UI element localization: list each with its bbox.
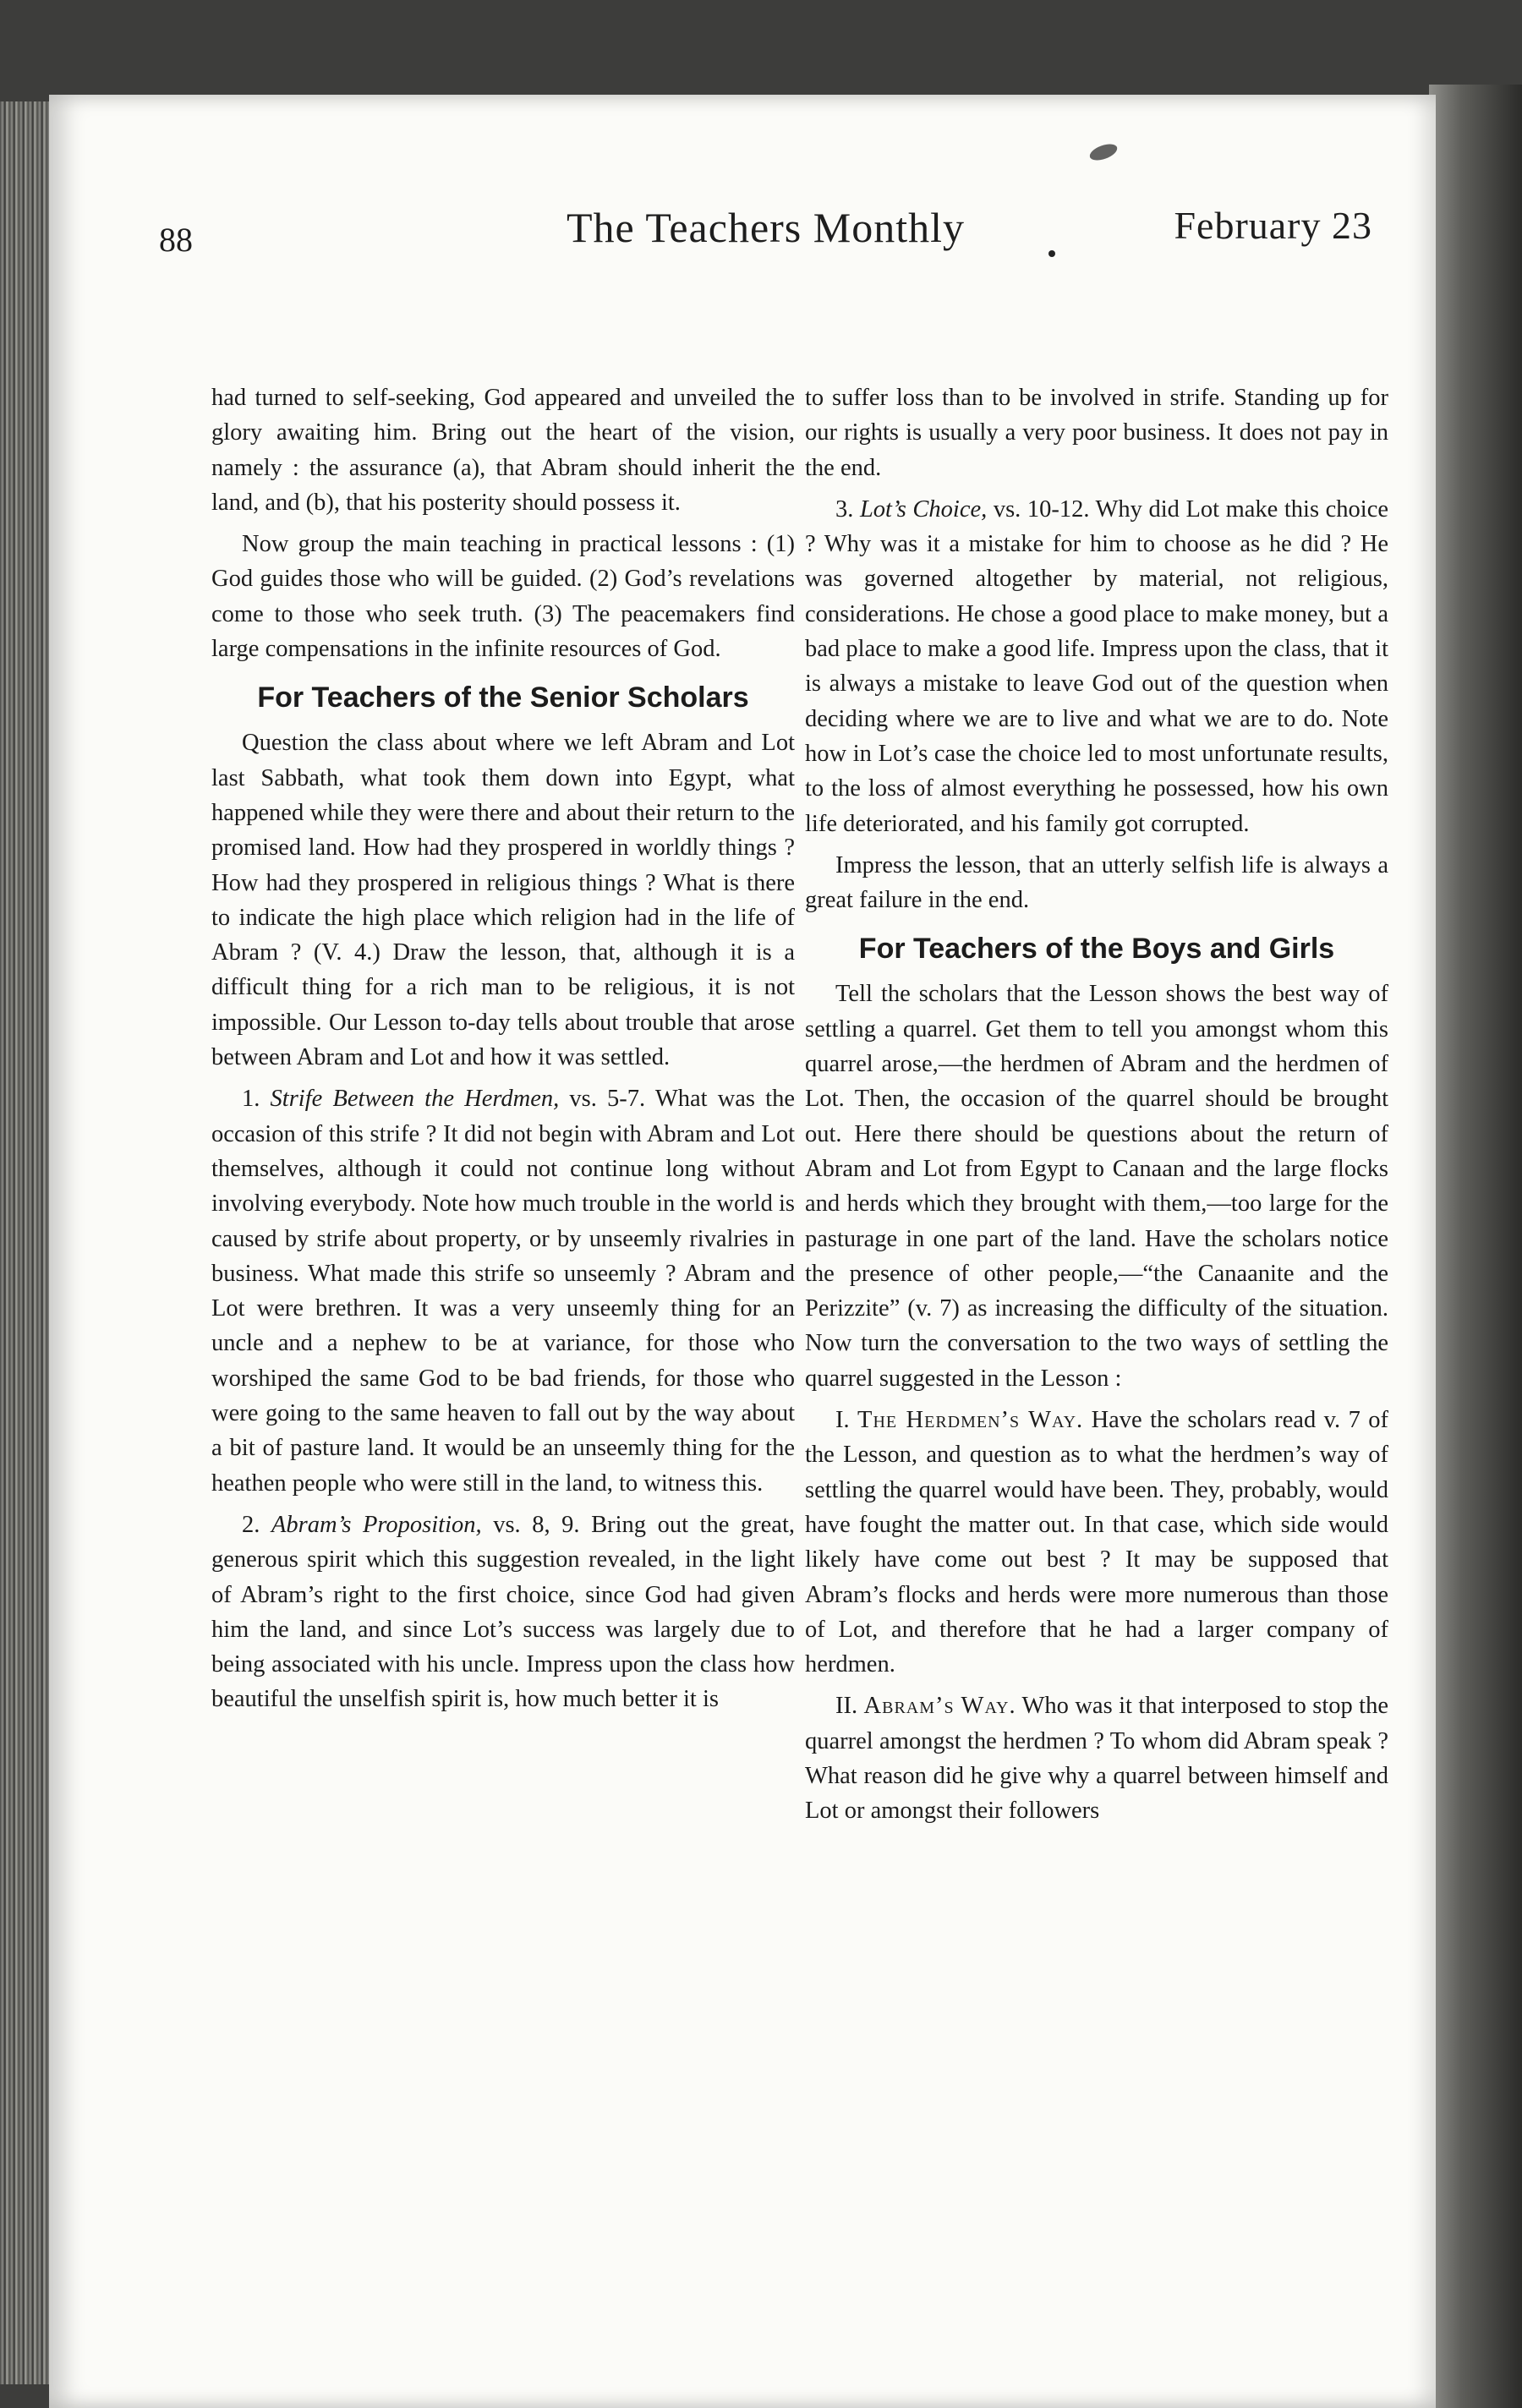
subsection-title: Lot’s Choice,: [859, 495, 988, 523]
paragraph-body: vs. 5-7. What was the occasion of this strife ? It did not begin with Abram and Lot themselves, although it could not continue long without involving everybody. Note how much trouble in the world is caused by strife about property, or by unseemly rivalries in business. What made this strife so unseemly ? Abram and Lot were brethren. It was a very unseemly thing for an uncle and a nephew to be at variance, for those who worshiped the same God to be bad friends, for those who were going to the same heaven to fall out by the way about a bit of pasture land. It would be an unseemly thing for the heathen people who were still in the land, to witness this.: [211, 1086, 795, 1497]
subsection-title: The Herdmen’s Way.: [857, 1407, 1084, 1434]
paragraph-number: 1.: [242, 1086, 271, 1113]
paragraph-number: 3.: [835, 495, 860, 523]
paragraph-strife: [211, 1081, 795, 1501]
section-heading-senior-scholars: For Teachers of the Senior Scholars: [257, 681, 749, 714]
subsection-title: Strife Between the Herdmen,: [270, 1086, 560, 1113]
paragraph: Impress the lesson, that an utterly selfish life is always a great failure in the end.: [805, 851, 1388, 914]
paragraph: had turned to self-seeking, God appeared and unveiled the glory awaiting him. Bring out the heart of the vision, namely : the assurance (a), that Abram should inherit the land, and (b), that his posterity should possess it.: [211, 385, 795, 516]
paragraph-number: I.: [835, 1407, 858, 1434]
paragraph: Tell the scholars that the Lesson shows the best way of settling a quarrel. Get them to tell you amongst whom this quarrel arose,—the herdmen of Abram and the herdmen of Lot. Then, the occasion of the quarrel should be brought out. Here there should be questions about the return of Abram and Lot from Egypt to Canaan and the large flocks and herds which they brought with them,—too large for the pasturage in one part of the land. Have the scholars notice the presence of other people,—“the Canaanite and the Perizzite” (v. 7) as increasing the difficulty of the situation. Now turn the conversation to the two ways of settling the quarrel suggested in the Lesson :: [805, 981, 1388, 1392]
section-heading-boys-and-girls: For Teachers of the Boys and Girls: [858, 933, 1335, 966]
paragraph-body: Have the scholars read v. 7 of the Lesson, and question as to what the herdmen’s way of settling the quarrel would have been. They, probably, would have fought the matter out. In that case, which side would likely have come out best ? It may be supposed that Abram’s flocks and herds were more numerous than those of Lot, and therefore that he had a larger company of herdmen.: [805, 1407, 1388, 1678]
facing-page-edge: [1429, 85, 1522, 2408]
paragraph: Question the class about where we left Abram and Lot last Sabbath, what took them down into Egypt, what happened while they were there and about their return to the promised land. How had they prospered in worldly things ? How had they prospered in religious things ? What is there to indicate the high place which religion had in the life of Abram ? (V. 4.) Draw the lesson, that, although it is a difficult thing for a rich man to be religious, it is not impossible. Our Lesson to-day tells about trouble that arose between Abram and Lot and how it was settled.: [211, 730, 795, 1071]
right-column: [805, 380, 1388, 2224]
paragraph-number: II.: [835, 1693, 864, 1720]
paragraph: to suffer loss than to be involved in strife. Standing up for our rights is usually a very poor business. It does not pay in the end.: [805, 385, 1388, 481]
book-binding-edge: [0, 101, 52, 2384]
ink-blot: [1087, 141, 1119, 164]
paragraph-abrams-way: [805, 1688, 1388, 1828]
paragraph: Now group the main teaching in practical lessons : (1) God guides those who will be guided. (2) God’s revelations come to those who seek truth. (3) The peacemakers find large compensations in the infinite resources of God.: [211, 531, 795, 663]
page-number: 88: [159, 221, 193, 259]
subsection-title: Abram’s Way.: [863, 1693, 1016, 1720]
subsection-title: Abram’s Proposition,: [271, 1511, 482, 1538]
running-date: February 23: [1174, 204, 1372, 247]
paragraph-body: vs. 8, 9. Bring out the great, generous spirit which this suggestion revealed, in the light of Abram’s right to the first choice, since God had given him the land, and since Lot’s success was largely due to being associated with his uncle. Impress upon the class how beautiful the unselfish spirit is, how much better it is: [211, 1511, 795, 1713]
paragraph-lots-choice: [805, 492, 1388, 841]
paragraph-body: vs. 10-12. Why did Lot make this choice ? Why was it a mistake for him to choose as he did ? He was governed altogether by material, not religious, considerations. He chose a good place to make money, but a bad place to make a good life. Impress upon the class, that it is always a mistake to leave God out of the question when deciding where we are to live and what we are to do. Note how in Lot’s case the choice led to most unfortunate results, to the loss of almost everything he possessed, how his own life deteriorated, and his family got corrupted.: [805, 495, 1388, 837]
running-header: [159, 194, 1372, 271]
left-column: [211, 380, 795, 2224]
paragraph-body: Who was it that interposed to stop the quarrel amongst the herdmen ? To whom did Abram speak ? What reason did he give why a quarrel between himself and Lot or amongst their followers: [805, 1693, 1388, 1825]
paragraph-proposition: [211, 1508, 795, 1717]
running-title: The Teachers Monthly: [566, 204, 965, 251]
paragraph-number: 2.: [242, 1511, 271, 1538]
paragraph-herdmens-way: [805, 1403, 1388, 1682]
